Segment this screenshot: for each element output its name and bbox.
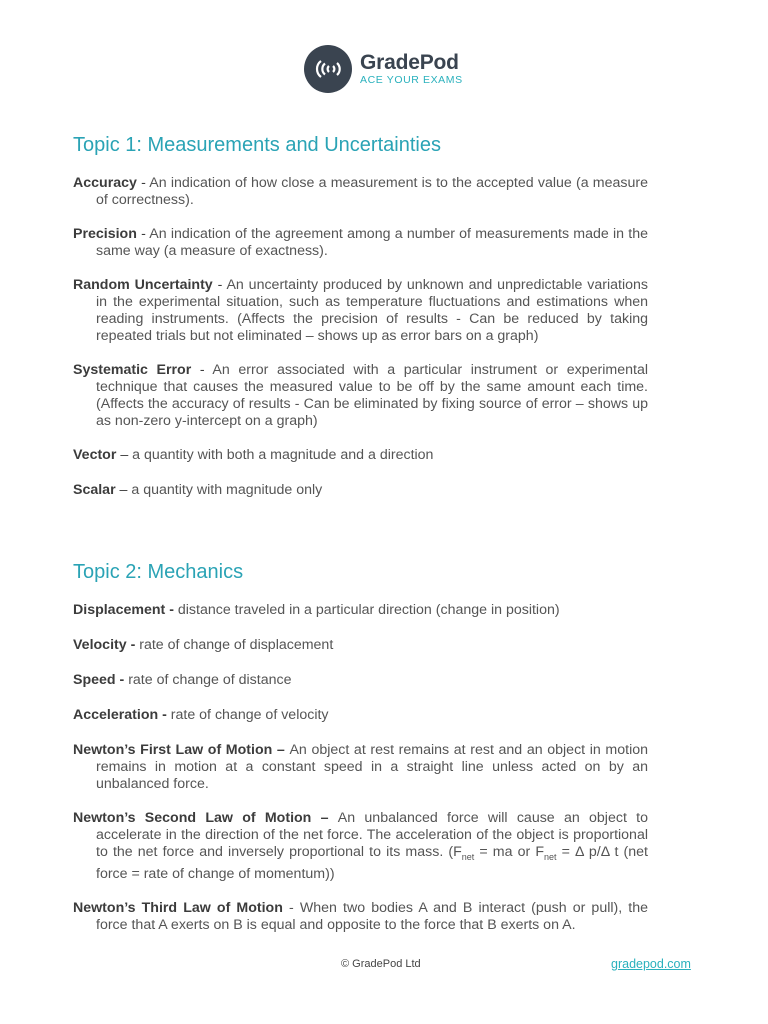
net-subscript: net — [544, 851, 557, 862]
definition-separator: - — [136, 226, 150, 242]
definition-separator: - — [165, 602, 178, 618]
definition-term: Systematic Error — [73, 362, 192, 378]
definition-precision — [73, 226, 648, 260]
definition-separator: - — [158, 707, 171, 723]
definition-newtons-second-law — [73, 810, 648, 883]
definition-separator: – — [116, 447, 133, 463]
definition-separator: – — [272, 742, 290, 758]
logo-name: GradePod — [360, 51, 459, 75]
definition-newtons-first-law — [73, 742, 648, 793]
topic2-definitions — [73, 602, 648, 934]
definition-text: a quantity with magnitude only — [131, 482, 323, 498]
net-subscript: net — [461, 851, 475, 862]
definition-separator: - — [191, 362, 213, 378]
definition-text: a quantity with both a magnitude and a direction — [132, 447, 434, 463]
definition-text: An uncertainty produced by unknown and unpredictable variations in the experimental situation, such as temperature fluctuations and estimations when reading instruments. (Affects the precision of results - Can be reduced by taking repeated trials but not eliminated – shows up as error bars on a graph) — [96, 277, 648, 344]
footer-copyright: © GradePod Ltd — [341, 958, 421, 970]
definition-separator: – — [115, 482, 132, 498]
definition-displacement — [73, 602, 648, 619]
definition-text: When two bodies A and B interact (push or pull), the force that A exerts on B is equal and opposite to the force that B exerts on A. — [96, 899, 649, 933]
footer-website-link[interactable]: gradepod.com — [611, 957, 691, 971]
definition-text-continued: = Δ p/Δ t (net force = rate of change of momentum)) — [96, 844, 648, 882]
definition-text: An object at rest remains at rest and an object in motion remains in motion at a constant speed in a straight line unless acted on by an unbalanced force. — [96, 742, 648, 792]
definition-separator: – — [311, 810, 338, 826]
definition-velocity — [73, 637, 648, 654]
definition-text: rate of change of distance — [128, 672, 292, 688]
definition-text: An unbalanced force will cause an object to accelerate in the direction of the net force. The acceleration of the object is proportional to the net force and inversely proportional to its mass. (F — [96, 810, 648, 860]
definition-term: Precision — [73, 226, 137, 242]
definition-text: distance traveled in a particular direction (change in position) — [177, 602, 560, 618]
topic1-heading: Topic 1: Measurements and Uncertainties — [73, 134, 441, 156]
definition-term: Newton’s Second Law of Motion — [73, 810, 312, 826]
definition-term: Newton’s Third Law of Motion — [73, 899, 283, 916]
definition-systematic-error — [73, 362, 648, 430]
definition-vector — [73, 447, 648, 464]
definition-acceleration — [73, 707, 648, 724]
definition-text: An indication of the agreement among a number of measurements made in the same way (a measure of exactness). — [96, 226, 648, 259]
definition-newtons-third-law — [73, 900, 648, 934]
definition-term: Acceleration — [73, 707, 159, 723]
definition-term: Scalar — [73, 482, 116, 498]
definition-text: An indication of how close a measurement is to the accepted value (a measure of correctness). — [96, 175, 649, 208]
logo-badge-icon — [304, 45, 352, 93]
definition-separator: - — [212, 277, 227, 293]
definition-separator: - — [126, 637, 140, 653]
definition-accuracy — [73, 175, 648, 209]
definition-term: Random Uncertainty — [73, 277, 213, 293]
logo-tagline: ACE YOUR EXAMS — [360, 74, 463, 87]
gradepod-logo — [304, 45, 463, 93]
definition-separator: - — [136, 175, 150, 191]
definition-term: Displacement — [73, 602, 166, 618]
definition-term: Velocity — [73, 637, 127, 653]
definition-text: rate of change of velocity — [170, 707, 329, 723]
definition-random-uncertainty — [73, 277, 648, 345]
definition-separator: - — [282, 899, 300, 916]
definition-term: Speed — [73, 672, 116, 688]
definition-scalar — [73, 482, 648, 499]
definition-speed — [73, 672, 648, 689]
topic2-heading: Topic 2: Mechanics — [73, 561, 244, 583]
topic1-definitions — [73, 175, 648, 499]
definition-term: Newton’s First Law of Motion — [73, 742, 273, 758]
definition-term: Accuracy — [73, 175, 137, 191]
definition-term: Vector — [73, 447, 117, 463]
definition-text-continued: = ma or F — [474, 844, 545, 860]
definition-text: rate of change of displacement — [139, 637, 334, 653]
definition-text: An error associated with a particular instrument or experimental technique that causes the measured value to be off by the same amount each time. (Affects the accuracy of results - Can be eliminated by fixing source of error – shows up as non-zero y-intercept on a graph) — [96, 362, 648, 429]
definition-separator: - — [115, 672, 129, 688]
